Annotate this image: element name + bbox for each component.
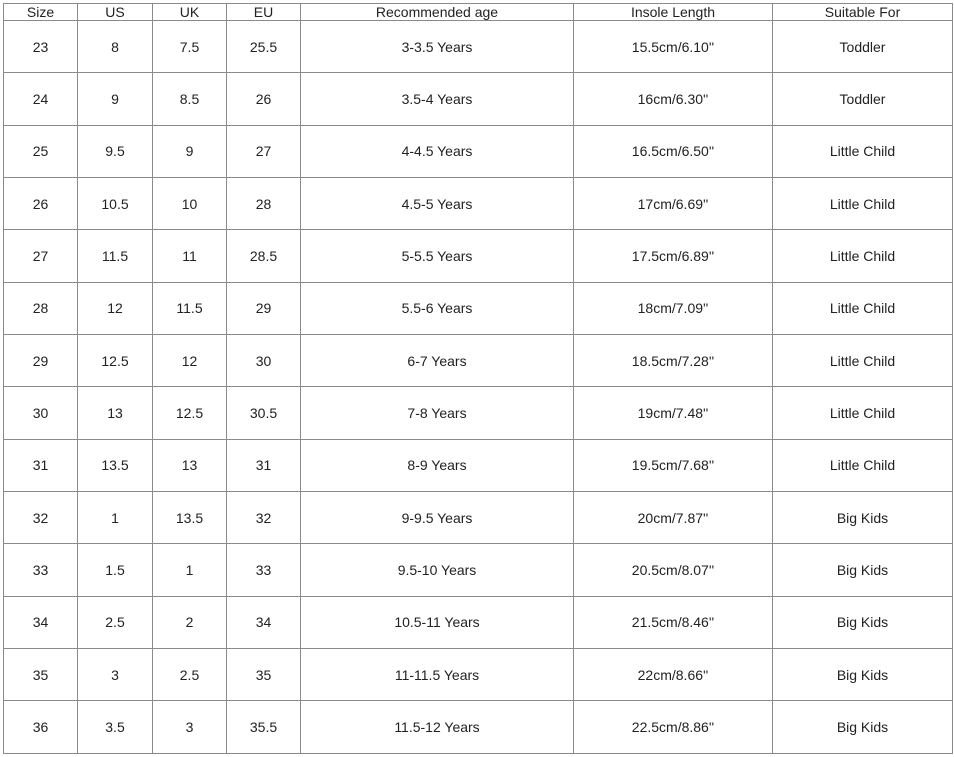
cell-recommended-age: 6-7 Years bbox=[301, 335, 574, 387]
table-row bbox=[4, 439, 953, 491]
cell-size: 33 bbox=[4, 544, 78, 596]
cell-size: 34 bbox=[4, 596, 78, 648]
cell-suitable-for: Big Kids bbox=[773, 492, 953, 544]
cell-insole-length: 18cm/7.09'' bbox=[574, 282, 773, 334]
header-row bbox=[4, 4, 953, 21]
cell-suitable-for: Toddler bbox=[773, 21, 953, 73]
cell-insole-length: 17cm/6.69'' bbox=[574, 178, 773, 230]
header-recommended-age: Recommended age bbox=[301, 4, 574, 21]
cell-uk: 10 bbox=[153, 178, 227, 230]
table-row bbox=[4, 21, 953, 73]
cell-suitable-for: Big Kids bbox=[773, 596, 953, 648]
cell-us: 3.5 bbox=[78, 701, 153, 754]
table-row bbox=[4, 125, 953, 177]
cell-recommended-age: 10.5-11 Years bbox=[301, 596, 574, 648]
cell-us: 2.5 bbox=[78, 596, 153, 648]
cell-size: 28 bbox=[4, 282, 78, 334]
cell-size: 32 bbox=[4, 492, 78, 544]
cell-uk: 11 bbox=[153, 230, 227, 282]
cell-recommended-age: 11-11.5 Years bbox=[301, 649, 574, 701]
cell-uk: 7.5 bbox=[153, 21, 227, 73]
table-row bbox=[4, 178, 953, 230]
table-row bbox=[4, 230, 953, 282]
table-row bbox=[4, 335, 953, 387]
cell-uk: 3 bbox=[153, 701, 227, 754]
cell-eu: 27 bbox=[227, 125, 301, 177]
cell-recommended-age: 4-4.5 Years bbox=[301, 125, 574, 177]
cell-uk: 12.5 bbox=[153, 387, 227, 439]
table-row bbox=[4, 73, 953, 125]
cell-recommended-age: 8-9 Years bbox=[301, 439, 574, 491]
cell-recommended-age: 9.5-10 Years bbox=[301, 544, 574, 596]
cell-recommended-age: 4.5-5 Years bbox=[301, 178, 574, 230]
header-uk: UK bbox=[153, 4, 227, 21]
cell-recommended-age: 11.5-12 Years bbox=[301, 701, 574, 754]
cell-size: 26 bbox=[4, 178, 78, 230]
cell-us: 1.5 bbox=[78, 544, 153, 596]
cell-insole-length: 16.5cm/6.50'' bbox=[574, 125, 773, 177]
cell-eu: 31 bbox=[227, 439, 301, 491]
cell-size: 27 bbox=[4, 230, 78, 282]
cell-insole-length: 20cm/7.87'' bbox=[574, 492, 773, 544]
cell-us: 9.5 bbox=[78, 125, 153, 177]
cell-eu: 33 bbox=[227, 544, 301, 596]
cell-uk: 2 bbox=[153, 596, 227, 648]
cell-uk: 2.5 bbox=[153, 649, 227, 701]
header-size: Size bbox=[4, 4, 78, 21]
cell-recommended-age: 3-3.5 Years bbox=[301, 21, 574, 73]
table-row bbox=[4, 544, 953, 596]
cell-size: 25 bbox=[4, 125, 78, 177]
cell-insole-length: 17.5cm/6.89'' bbox=[574, 230, 773, 282]
cell-suitable-for: Little Child bbox=[773, 230, 953, 282]
cell-uk: 12 bbox=[153, 335, 227, 387]
table-row bbox=[4, 596, 953, 648]
cell-eu: 28 bbox=[227, 178, 301, 230]
cell-recommended-age: 3.5-4 Years bbox=[301, 73, 574, 125]
cell-uk: 1 bbox=[153, 544, 227, 596]
cell-us: 9 bbox=[78, 73, 153, 125]
cell-insole-length: 15.5cm/6.10'' bbox=[574, 21, 773, 73]
cell-eu: 25.5 bbox=[227, 21, 301, 73]
table-row bbox=[4, 701, 953, 754]
cell-us: 1 bbox=[78, 492, 153, 544]
cell-us: 12.5 bbox=[78, 335, 153, 387]
table-row bbox=[4, 387, 953, 439]
cell-suitable-for: Little Child bbox=[773, 387, 953, 439]
size-chart-table bbox=[3, 3, 953, 754]
cell-eu: 32 bbox=[227, 492, 301, 544]
cell-size: 29 bbox=[4, 335, 78, 387]
cell-recommended-age: 7-8 Years bbox=[301, 387, 574, 439]
cell-size: 35 bbox=[4, 649, 78, 701]
cell-uk: 13.5 bbox=[153, 492, 227, 544]
cell-uk: 8.5 bbox=[153, 73, 227, 125]
cell-suitable-for: Little Child bbox=[773, 125, 953, 177]
table-header bbox=[4, 4, 953, 21]
cell-size: 23 bbox=[4, 21, 78, 73]
cell-recommended-age: 5-5.5 Years bbox=[301, 230, 574, 282]
cell-insole-length: 22cm/8.66'' bbox=[574, 649, 773, 701]
cell-insole-length: 20.5cm/8.07'' bbox=[574, 544, 773, 596]
cell-us: 11.5 bbox=[78, 230, 153, 282]
cell-recommended-age: 5.5-6 Years bbox=[301, 282, 574, 334]
cell-us: 12 bbox=[78, 282, 153, 334]
cell-eu: 26 bbox=[227, 73, 301, 125]
cell-size: 31 bbox=[4, 439, 78, 491]
cell-recommended-age: 9-9.5 Years bbox=[301, 492, 574, 544]
table-row bbox=[4, 282, 953, 334]
cell-insole-length: 22.5cm/8.86'' bbox=[574, 701, 773, 754]
cell-eu: 34 bbox=[227, 596, 301, 648]
cell-eu: 30 bbox=[227, 335, 301, 387]
cell-eu: 29 bbox=[227, 282, 301, 334]
table-row bbox=[4, 492, 953, 544]
cell-insole-length: 19.5cm/7.68'' bbox=[574, 439, 773, 491]
cell-suitable-for: Little Child bbox=[773, 335, 953, 387]
cell-uk: 11.5 bbox=[153, 282, 227, 334]
cell-suitable-for: Little Child bbox=[773, 178, 953, 230]
cell-suitable-for: Big Kids bbox=[773, 544, 953, 596]
cell-uk: 13 bbox=[153, 439, 227, 491]
cell-us: 10.5 bbox=[78, 178, 153, 230]
table-body bbox=[4, 21, 953, 754]
cell-suitable-for: Toddler bbox=[773, 73, 953, 125]
cell-suitable-for: Little Child bbox=[773, 282, 953, 334]
cell-us: 3 bbox=[78, 649, 153, 701]
header-us: US bbox=[78, 4, 153, 21]
header-eu: EU bbox=[227, 4, 301, 21]
cell-size: 24 bbox=[4, 73, 78, 125]
header-suitable-for: Suitable For bbox=[773, 4, 953, 21]
cell-eu: 28.5 bbox=[227, 230, 301, 282]
cell-uk: 9 bbox=[153, 125, 227, 177]
cell-us: 13 bbox=[78, 387, 153, 439]
cell-insole-length: 19cm/7.48'' bbox=[574, 387, 773, 439]
cell-suitable-for: Big Kids bbox=[773, 649, 953, 701]
cell-eu: 35.5 bbox=[227, 701, 301, 754]
cell-eu: 30.5 bbox=[227, 387, 301, 439]
cell-insole-length: 16cm/6.30'' bbox=[574, 73, 773, 125]
cell-suitable-for: Little Child bbox=[773, 439, 953, 491]
cell-insole-length: 21.5cm/8.46'' bbox=[574, 596, 773, 648]
cell-us: 8 bbox=[78, 21, 153, 73]
cell-size: 36 bbox=[4, 701, 78, 754]
cell-us: 13.5 bbox=[78, 439, 153, 491]
cell-suitable-for: Big Kids bbox=[773, 701, 953, 754]
table-row bbox=[4, 649, 953, 701]
header-insole-length: Insole Length bbox=[574, 4, 773, 21]
cell-size: 30 bbox=[4, 387, 78, 439]
cell-eu: 35 bbox=[227, 649, 301, 701]
cell-insole-length: 18.5cm/7.28'' bbox=[574, 335, 773, 387]
